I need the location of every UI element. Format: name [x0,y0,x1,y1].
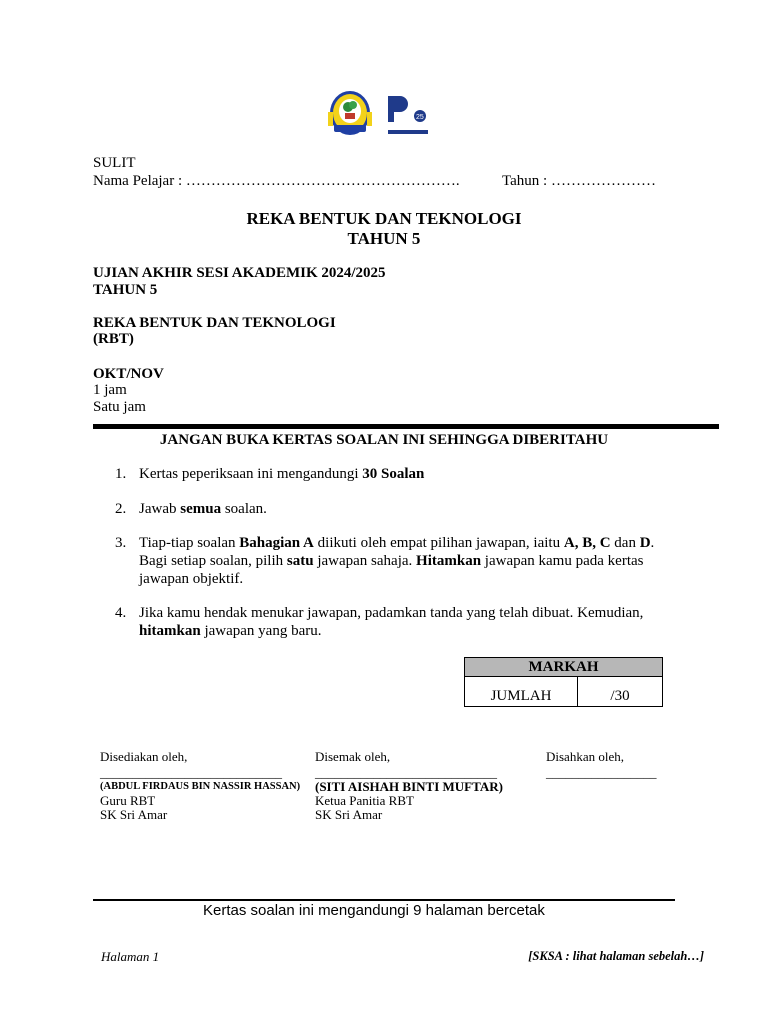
year-field[interactable]: Tahun : ………………… [502,173,656,189]
instruction-emphasis: D [639,535,651,551]
signature-label: Disediakan oleh, [100,749,188,764]
instruction-number: 1. [115,466,127,482]
instruction-fragment: soalan. [221,501,267,517]
instruction-fragment: jawapan kamu pada kertas jawapan objektif. [139,553,644,587]
instruction-number: 2. [115,501,127,517]
student-info-row [93,172,693,190]
marks-header: MARKAH [465,658,662,677]
footer-divider [93,899,675,901]
instruction-fragment: diikuti oleh empat pilihan jawapan, iaitu [313,535,564,551]
svg-text:25: 25 [416,114,424,121]
marks-row [465,677,662,707]
instruction-text [139,534,675,588]
signature-approved [546,750,657,780]
signature-label: Disahkan oleh, [546,749,624,764]
student-name-field[interactable]: Nama Pelajar : ………………………………………………. [93,173,460,189]
signature-line: ____________________________ [315,765,497,780]
instruction-fragment: Jika kamu hendak menukar jawapan, padamkan tanda yang telah dibuat. Kemudian, [139,605,644,621]
instruction-item [115,465,675,483]
instruction-emphasis: Bahagian A [239,535,314,551]
signature-school: SK Sri Amar [315,807,383,822]
instruction-emphasis: 30 Soalan [362,466,425,482]
instruction-number: 4. [115,605,127,621]
signature-name: (ABDUL FIRDAUS BIN NASSIR HASSAN) [100,781,301,792]
sulit-label: SULIT [93,155,136,171]
signature-line: _________________ [546,765,657,780]
instruction-fragment: Kertas peperiksaan ini mengandungi [139,466,363,482]
signature-role: Ketua Panitia RBT [315,793,414,808]
marks-total-label: JUMLAH [465,677,578,707]
signature-prepared [100,750,300,822]
page-count-note: Kertas soalan ini mengandungi 9 halaman bercetak [203,902,545,919]
exam-subject: REKA BENTUK DAN TEKNOLOGI [93,315,336,331]
instruction-fragment: jawapan yang baru. [200,623,322,639]
warning-text: JANGAN BUKA KERTAS SOALAN INI SEHINGGA DIBERITAHU [159,432,609,448]
instruction-fragment: Jawab [139,501,181,517]
instruction-item [115,534,675,588]
page-title: REKA BENTUK DAN TEKNOLOGI [246,209,522,228]
exam-month: OKT/NOV [93,366,164,382]
instruction-fragment: jawapan sahaja. [313,553,417,569]
instruction-text [139,604,675,640]
page-number: Halaman 1 [101,949,160,964]
instruction-number: 3. [115,535,127,551]
exam-year: TAHUN 5 [93,282,158,298]
instruction-emphasis: A, B, C [563,535,611,551]
signature-line: ____________________________ [100,765,282,780]
signature-school: SK Sri Amar [100,807,168,822]
divider [93,424,719,429]
signature-role: Guru RBT [100,793,156,808]
instruction-item [115,500,675,518]
instruction-fragment: . Bagi setiap soalan, pilih [139,535,655,569]
instruction-emphasis: satu [286,553,314,569]
exam-session: UJIAN AKHIR SESI AKADEMIK 2024/2025 [93,265,386,281]
exam-subject-code: (RBT) [93,331,134,347]
instruction-emphasis: hitamkan [139,623,201,639]
school-crest-logo [328,86,432,140]
instruction-fragment: Tiap-tiap soalan [139,535,240,551]
next-page-note: [SKSA : lihat halaman sebelah…] [528,949,704,963]
instruction-item [115,604,675,640]
signature-name: (SITI AISHAH BINTI MUFTAR) [315,779,503,794]
instruction-emphasis: Hitamkan [416,553,482,569]
page-subtitle: TAHUN 5 [347,229,421,248]
school-logos [328,86,432,140]
marks-total-value[interactable]: /30 [610,688,630,704]
signature-checked [315,750,503,822]
exam-duration-words: Satu jam [93,399,146,415]
instruction-fragment: dan [610,535,640,551]
marks-table [464,657,663,707]
instruction-text [139,500,675,518]
exam-duration: 1 jam [93,382,127,398]
signature-label: Disemak oleh, [315,749,391,764]
instruction-emphasis: semua [180,501,222,517]
instruction-text [139,465,675,483]
